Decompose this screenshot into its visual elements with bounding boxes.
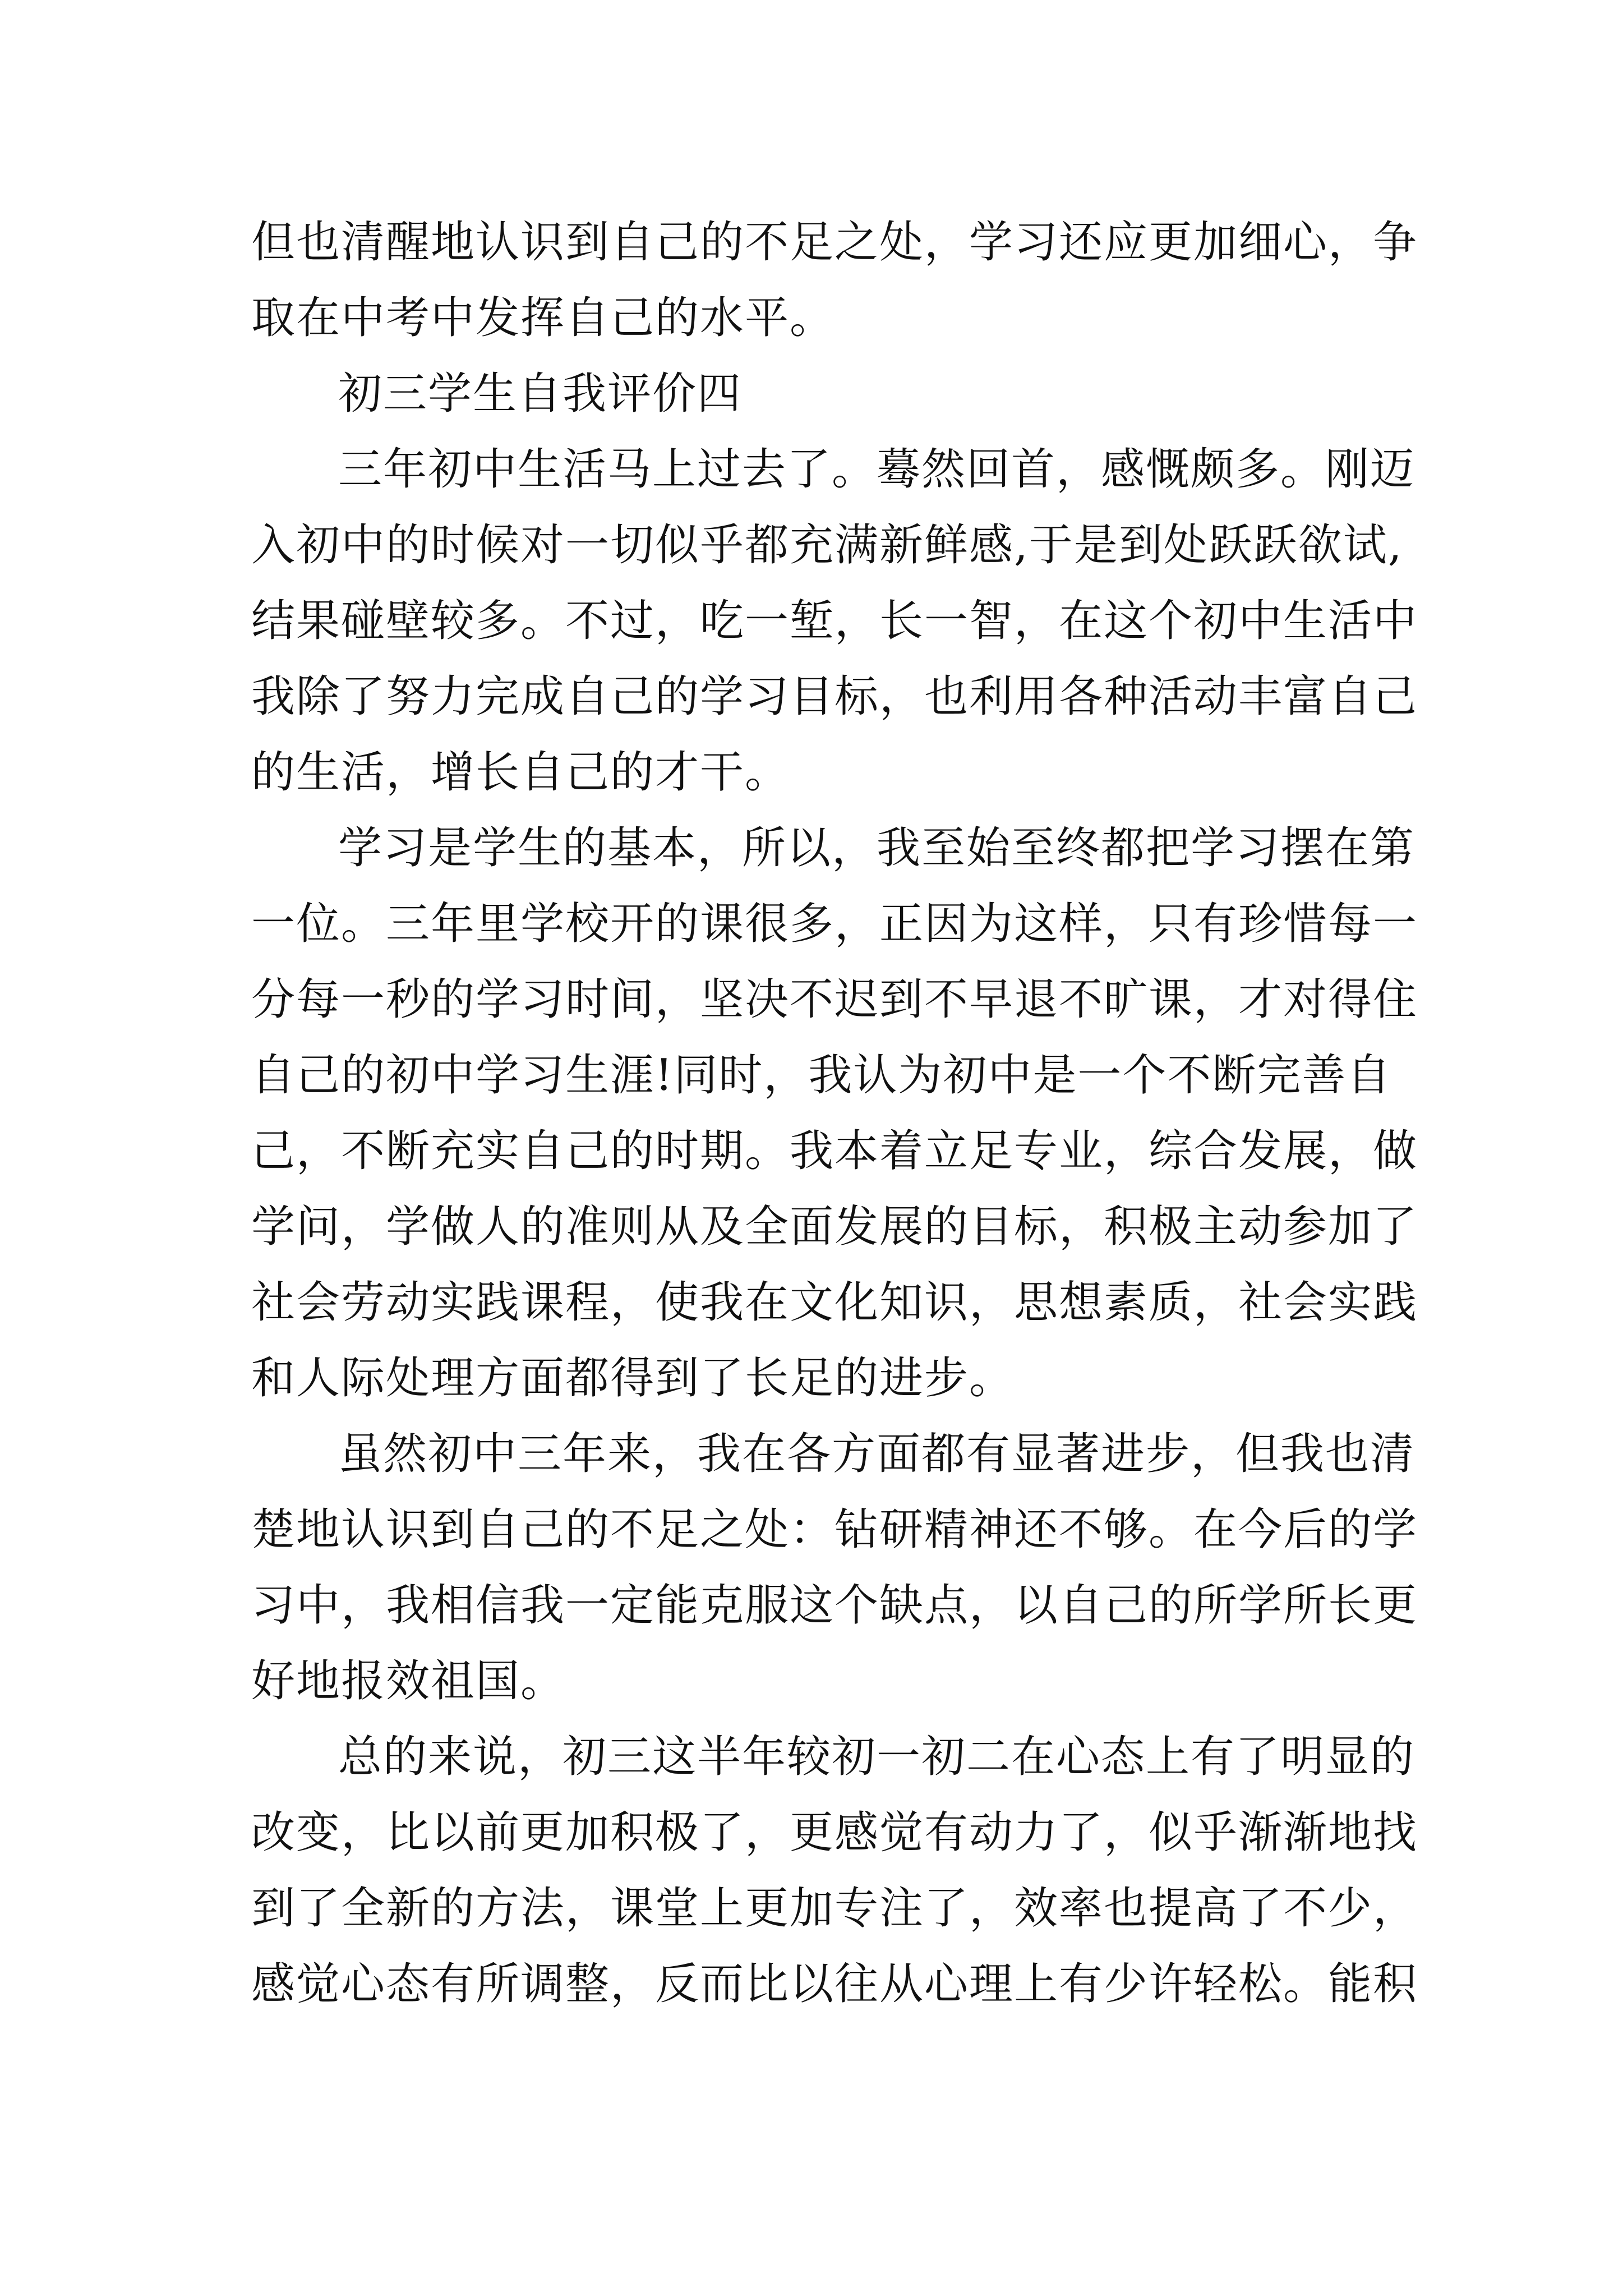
document-body xyxy=(251,205,1418,2022)
section-heading: 初三学生自我评价四 xyxy=(338,369,743,419)
text-line: 学问，学做人的准则从及全面发展的目标，积极主动参加了 xyxy=(251,1202,1418,1252)
text-line: 习中，我相信我一定能克服这个缺点，以自己的所学所长更 xyxy=(251,1580,1418,1631)
text-line: 和人际处理方面都得到了长足的进步。 xyxy=(251,1353,1015,1404)
text-line: 的生活，增长自己的才干。 xyxy=(251,747,790,798)
text-line: 改变，比以前更加积极了，更感觉有动力了，似乎渐渐地找 xyxy=(251,1807,1418,1858)
text-line: 己，不断充实自己的时期。我本着立足专业，综合发展，做 xyxy=(251,1126,1418,1176)
text-line: 取在中考中发挥自己的水平。 xyxy=(251,293,835,343)
text-line: 一位。三年里学校开的课很多，正因为这样，只有珍惜每一 xyxy=(251,899,1418,949)
text-line: 入初中的时候对一切似乎都充满新鲜感,于是到处跃跃欲试, xyxy=(251,520,1403,570)
text-line: 我除了努力完成自己的学习目标，也利用各种活动丰富自己 xyxy=(251,671,1418,722)
text-line: 社会劳动实践课程，使我在文化知识，思想素质，社会实践 xyxy=(251,1277,1418,1328)
text-line: 分每一秒的学习时间，坚决不迟到不早退不旷课，才对得住 xyxy=(251,974,1418,1025)
text-line: 但也清醒地认识到自己的不足之处，学习还应更加细心，争 xyxy=(251,217,1418,268)
text-line: 好地报效祖国。 xyxy=(251,1656,566,1706)
paragraph-start: 虽然初中三年来，我在各方面都有显著进步，但我也清 xyxy=(338,1429,1415,1479)
text-line: 结果碰壁较多。不过，吃一堑，长一智，在这个初中生活中 xyxy=(251,596,1418,646)
text-line: 到了全新的方法，课堂上更加专注了，效率也提高了不少， xyxy=(251,1883,1418,1934)
paragraph-start: 三年初中生活马上过去了。蓦然回首，感慨颇多。刚迈 xyxy=(338,444,1415,495)
text-line: 楚地认识到自己的不足之处：钻研精神还不够。在今后的学 xyxy=(251,1504,1418,1555)
text-line: 自己的初中学习生涯!同时，我认为初中是一个不断完善自 xyxy=(251,1050,1392,1101)
text-line: 感觉心态有所调整，反而比以往从心理上有少许轻松。能积 xyxy=(251,1959,1418,2009)
paragraph-start: 总的来说，初三这半年较初一初二在心态上有了明显的 xyxy=(338,1732,1415,1782)
paragraph-start: 学习是学生的基本，所以，我至始至终都把学习摆在第 xyxy=(338,823,1415,873)
